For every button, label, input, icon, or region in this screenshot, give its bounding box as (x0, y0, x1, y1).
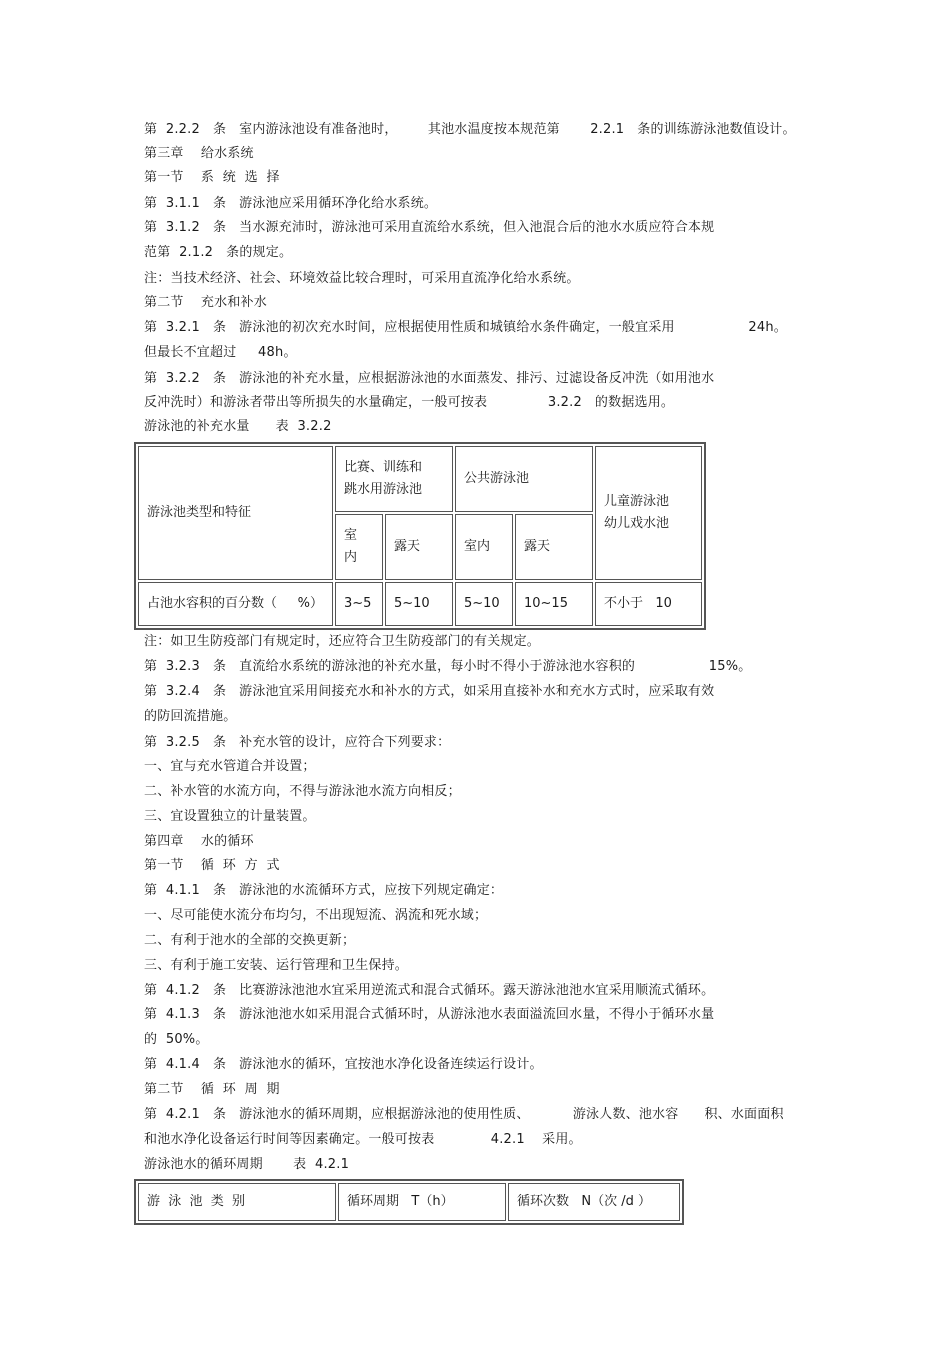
list-item: 一、宜与充水管道合并设置； (144, 759, 316, 774)
header-outdoor: 露天 (385, 514, 453, 580)
text-line: 第 4.1.4 条 游泳池水的循环，宜按池水净化设备连续运行设计。 (144, 1057, 543, 1072)
header-cycle-count: 循环次数 N（次 /d ） (508, 1183, 680, 1221)
text-line: 的防回流措施。 (144, 709, 237, 724)
text-line: 第 3.2.4 条 游泳池宜采用间接充水和补水的方式，如采用直接补水和充水方式时，应采取有效 (144, 684, 715, 699)
table-cell: 5~10 (455, 582, 513, 626)
text-line: 第 2.2.2 条 室内游泳池设有准备池时， 其池水温度按本规范第 2.2.1 条的训练游泳池数值设计。 (144, 122, 796, 137)
row-label: 占池水容积的百分数（ %） (138, 582, 333, 626)
text-line: 但最长不宜超过 48h。 (144, 345, 297, 360)
text-line: 第 3.2.5 条 补充水管的设计，应符合下列要求： (144, 735, 451, 750)
header-children: 儿童游泳池 幼儿戏水池 (595, 446, 702, 580)
section-heading: 第二节 充水和补水 (144, 295, 267, 310)
text-line: 第 3.2.1 条 游泳池的初次充水时间，应根据使用性质和城镇给水条件确定，一般宜采用 24h。 (144, 320, 787, 335)
list-item: 二、有利于池水的全部的交换更新； (144, 933, 356, 948)
header-outdoor: 露天 (515, 514, 593, 580)
chapter-heading: 第四章 水的循环 (144, 834, 254, 849)
header-public: 公共游泳池 (455, 446, 593, 512)
list-item: 一、尽可能使水流分布均匀，不出现短流、涡流和死水域； (144, 908, 488, 923)
table-cell: 10~15 (515, 582, 593, 626)
section-heading: 第一节 循 环 方 式 (144, 858, 280, 873)
chapter-heading: 第三章 给水系统 (144, 146, 254, 161)
text-line: 第 3.1.1 条 游泳池应采用循环净化给水系统。 (144, 196, 438, 211)
table-caption: 游泳池的补充水量 表 3.2.2 (144, 419, 332, 434)
text-line: 第 4.1.1 条 游泳池的水流循环方式，应按下列规定确定： (144, 883, 504, 898)
text-line: 第 4.1.3 条 游泳池池水如采用混合式循环时，从游泳池水表面溢流回水量，不得小于循环水量 (144, 1007, 715, 1022)
header-pool-type: 游泳池类型和特征 (138, 446, 333, 580)
text-line: 的 50%。 (144, 1032, 209, 1047)
header-pool-category: 游 泳 池 类 别 (138, 1183, 336, 1221)
text-line: 和池水净化设备运行时间等因素确定。一般可按表 4.2.1 采用。 (144, 1132, 582, 1147)
section-heading: 第二节 循 环 周 期 (144, 1082, 280, 1097)
text-line: 第 4.1.2 条 比赛游泳池池水宜采用逆流式和混合式循环。露天游泳池池水宜采用顺流式循环。 (144, 983, 715, 998)
table-caption: 游泳池水的循环周期 表 4.2.1 (144, 1157, 350, 1172)
text-line: 第 3.2.3 条 直流给水系统的游泳池的补充水量，每小时不得小于游泳池水容积的 15%。 (144, 659, 752, 674)
list-item: 三、有利于施工安装、运行管理和卫生保持。 (144, 958, 409, 973)
header-competition: 比赛、训练和 跳水用游泳池 (335, 446, 453, 512)
text-line: 范第 2.1.2 条的规定。 (144, 245, 293, 260)
text-line: 第 3.1.2 条 当水源充沛时，游泳池可采用直流给水系统，但入池混合后的池水水质应符合本规 (144, 220, 715, 235)
note-line: 注：如卫生防疫部门有规定时，还应符合卫生防疫部门的有关规定。 (144, 634, 541, 649)
note-line: 注：当技术经济、社会、环境效益比较合理时，可采用直流净化给水系统。 (144, 271, 580, 286)
header-cycle-period: 循环周期 T（h） (338, 1183, 506, 1221)
section-heading: 第一节 系 统 选 择 (144, 170, 280, 185)
makeup-water-table (134, 442, 706, 630)
text-line: 反冲洗时）和游泳者带出等所损失的水量确定，一般可按表 3.2.2 的数据选用。 (144, 395, 675, 410)
text-line: 第 3.2.2 条 游泳池的补充水量，应根据游泳池的水面蒸发、排污、过滤设备反冲洗（如用池水 (144, 371, 715, 386)
text-line: 第 4.2.1 条 游泳池水的循环周期，应根据游泳池的使用性质、 游泳人数、池水容 积、水面面积 (144, 1107, 784, 1122)
table-cell: 5~10 (385, 582, 453, 626)
table-cell: 不小于 10 (595, 582, 702, 626)
circulation-period-table (134, 1179, 684, 1225)
header-indoor: 室内 (455, 514, 513, 580)
table-cell: 3~5 (335, 582, 383, 626)
list-item: 三、宜设置独立的计量装置。 (144, 809, 316, 824)
list-item: 二、补水管的水流方向，不得与游泳池水流方向相反； (144, 784, 461, 799)
header-indoor: 室 内 (335, 514, 383, 580)
